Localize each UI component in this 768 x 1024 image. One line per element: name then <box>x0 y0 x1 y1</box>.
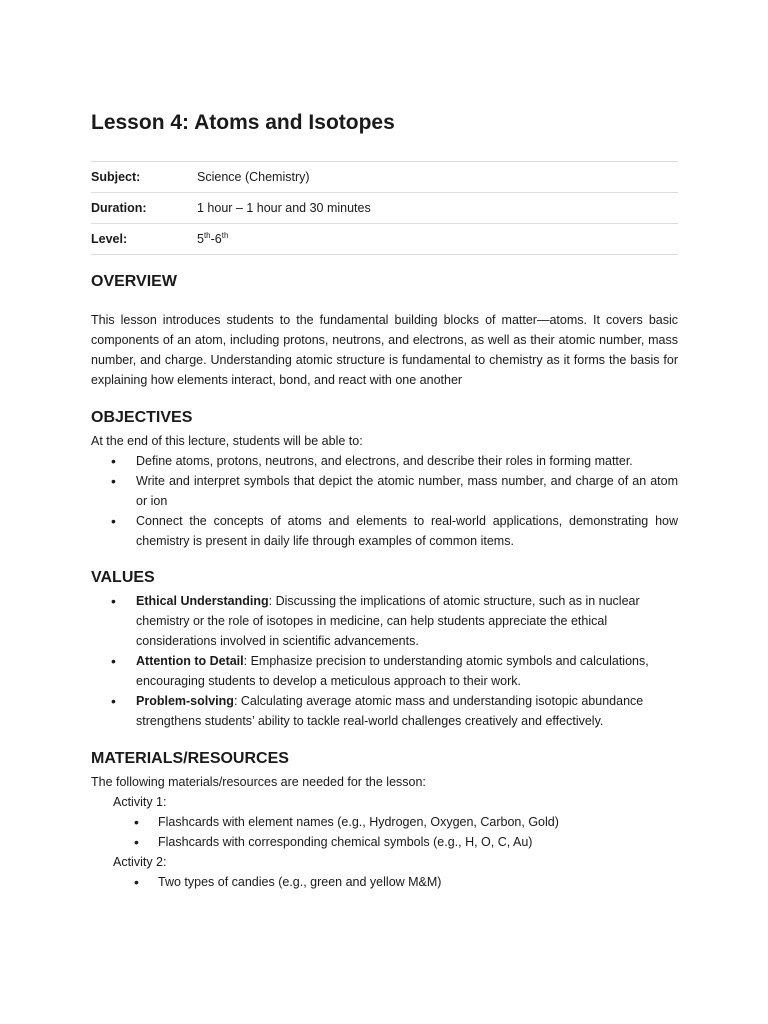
values-heading: VALUES <box>91 569 155 586</box>
meta-value <box>197 224 678 255</box>
value-text: : Discussing the implications of atomic structure, such as in nuclear chemistry or the role of isotopes in medicine, can help students appreciate the ethical considerations involved in scientific advancements. <box>136 594 640 648</box>
objectives-section <box>91 431 678 551</box>
level-range: -6 <box>210 232 222 246</box>
meta-value: Science (Chemistry) <box>197 162 678 193</box>
activity-label: Activity 1: <box>113 795 167 809</box>
value-text: : Emphasize precision to understanding atomic symbols and calculations, encouraging students to develop a meticulous approach to their work. <box>136 654 649 688</box>
values-section <box>91 591 678 731</box>
list-item: • Two types of candies (e.g., green and yellow M&M) <box>91 872 678 892</box>
value-term: Problem-solving <box>136 694 234 708</box>
list-item: • Define atoms, protons, neutrons, and electrons, and describe their roles in forming matter. <box>91 451 678 471</box>
meta-row-level <box>91 224 678 255</box>
objectives-list <box>91 451 678 551</box>
values-list <box>91 591 678 731</box>
list-item: • Connect the concepts of atoms and elements to real-world applications, demonstrating how chemistry is present in daily life through examples of common items. <box>91 511 678 551</box>
meta-key: Subject: <box>91 162 197 193</box>
list-item: • Write and interpret symbols that depict the atomic number, mass number, and charge of an atom or ion <box>91 471 678 511</box>
level-sup: th <box>203 230 211 240</box>
materials-intro: The following materials/resources are needed for the lesson: <box>91 775 426 789</box>
objectives-heading: OBJECTIVES <box>91 409 193 426</box>
materials-section <box>91 772 678 892</box>
overview-heading: OVERVIEW <box>91 273 177 290</box>
list-item <box>91 591 678 651</box>
objectives-intro: At the end of this lecture, students will be able to: <box>91 434 363 448</box>
level-base: 5 <box>197 232 204 246</box>
activity-label: Activity 2: <box>113 855 167 869</box>
value-term: Attention to Detail <box>136 654 244 668</box>
overview-text: This lesson introduces students to the fundamental building blocks of matter—atoms. It covers basic components of an atom, including protons, neutrons, and electrons, as well as their atomic number, mass number, and charge. Understanding atomic structure is fundamental to chemistry as it forms the basis for explaining how elements interact, bond, and react with one another <box>91 313 678 387</box>
meta-key: Duration: <box>91 193 197 224</box>
activity-1-list <box>91 812 678 852</box>
level-sup: th <box>221 230 229 240</box>
meta-value: 1 hour – 1 hour and 30 minutes <box>197 193 678 224</box>
list-item <box>91 651 678 691</box>
value-text: : Calculating average atomic mass and understanding isotopic abundance strengthens students’ ability to tackle real-world challenges creatively and effectively. <box>136 694 644 728</box>
lesson-meta-table <box>91 161 678 255</box>
value-term: Ethical Understanding <box>136 594 269 608</box>
meta-key: Level: <box>91 224 197 255</box>
meta-row-subject <box>91 162 678 193</box>
materials-heading: MATERIALS/RESOURCES <box>91 750 289 767</box>
lesson-title: Lesson 4: Atoms and Isotopes <box>91 111 395 134</box>
list-item <box>91 691 678 731</box>
meta-row-duration <box>91 193 678 224</box>
activity-2-list <box>91 872 678 892</box>
list-item: • Flashcards with corresponding chemical symbols (e.g., H, O, C, Au) <box>91 832 678 852</box>
list-item: • Flashcards with element names (e.g., Hydrogen, Oxygen, Carbon, Gold) <box>91 812 678 832</box>
